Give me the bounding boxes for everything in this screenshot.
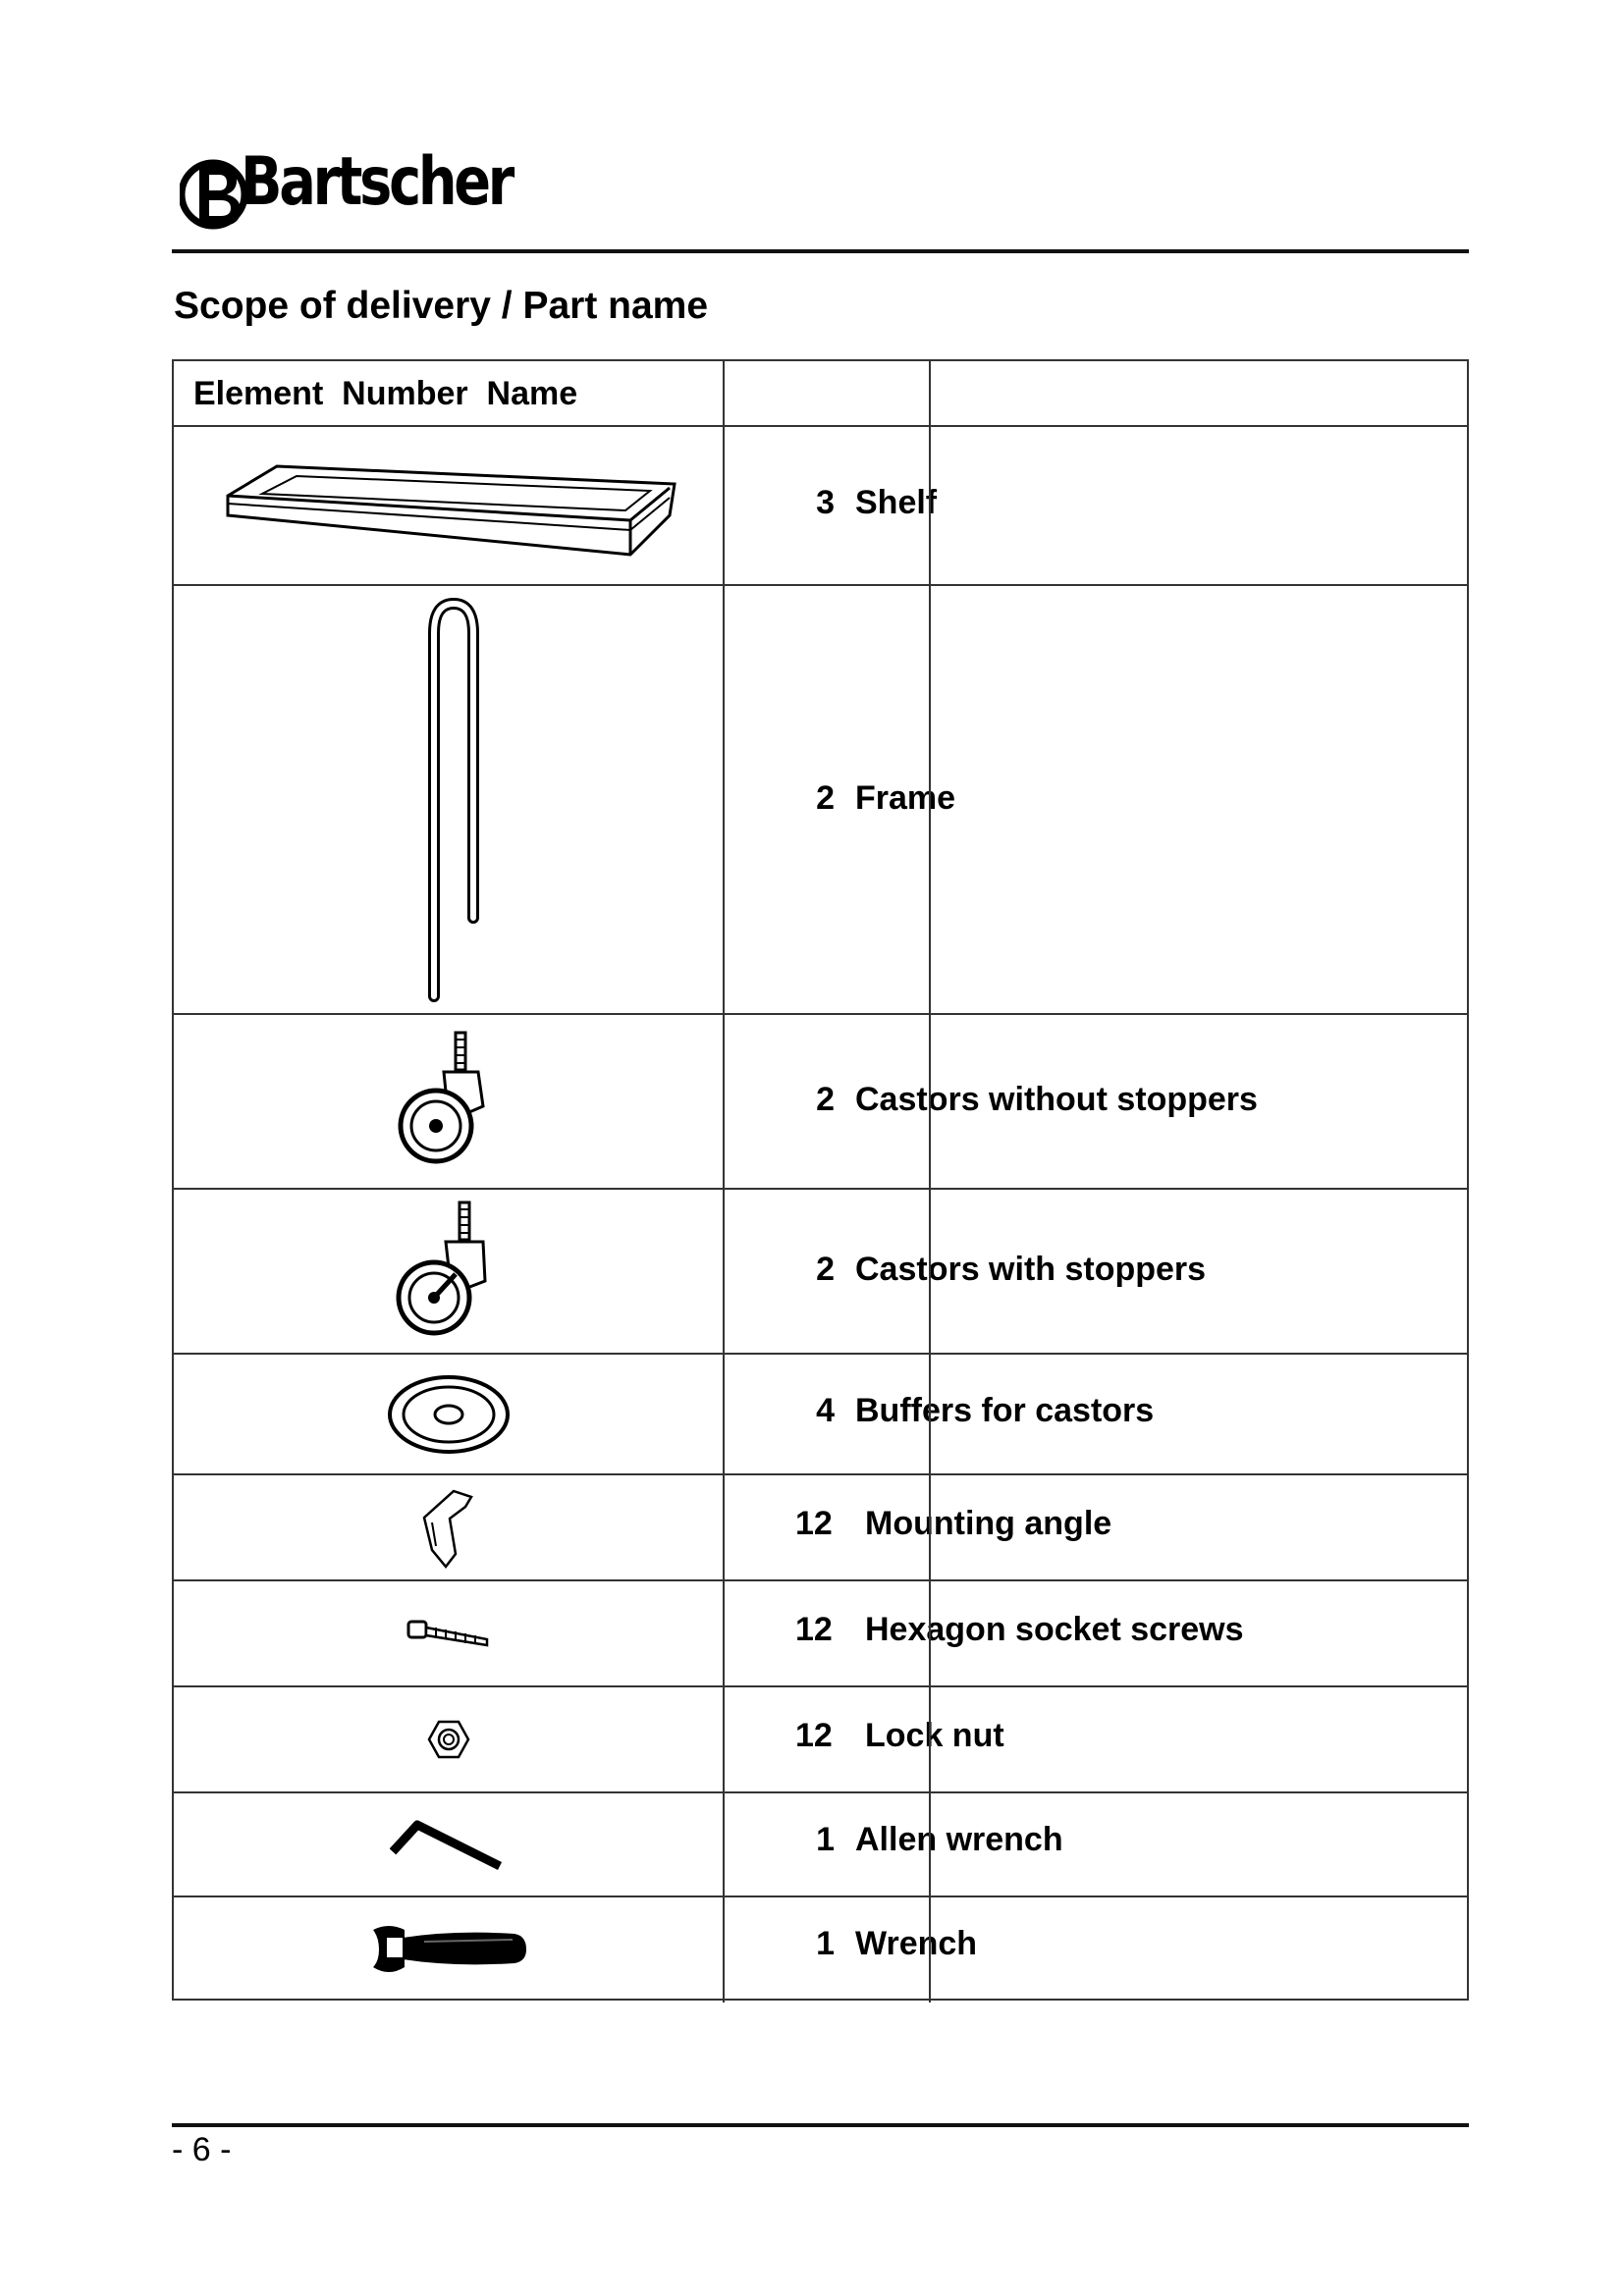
column-divider: [929, 1475, 931, 1579]
part-quantity: 3: [816, 484, 835, 521]
mounting-angle-icon: [414, 1483, 483, 1572]
column-divider: [723, 1581, 725, 1685]
column-divider: [929, 1687, 931, 1791]
header-rule: [172, 249, 1469, 253]
column-divider: [929, 1581, 931, 1685]
part-quantity: 4: [816, 1392, 835, 1429]
allen-wrench-icon: [390, 1815, 508, 1874]
part-name: Hexagon socket screws: [865, 1611, 1244, 1648]
column-divider: [723, 1793, 725, 1896]
part-name: Allen wrench: [855, 1821, 1063, 1858]
part-quantity: 2: [816, 1081, 835, 1118]
part-quantity: 12: [795, 1505, 833, 1542]
table-row: [174, 1355, 1467, 1475]
logo-mark-icon: [180, 147, 248, 241]
column-divider: [723, 1897, 725, 2002]
table-row: [174, 1897, 1467, 2002]
parts-table: [172, 359, 1469, 2001]
column-divider: [929, 427, 931, 584]
part-name: Castors without stoppers: [855, 1081, 1258, 1118]
table-row: [174, 427, 1467, 586]
part-quantity: 12: [795, 1717, 833, 1754]
lock-nut-icon: [427, 1718, 470, 1761]
column-divider: [723, 586, 725, 1013]
table-row: [174, 1581, 1467, 1687]
part-quantity: 2: [816, 1251, 835, 1288]
frame-icon: [414, 594, 483, 1006]
table-row: [174, 1793, 1467, 1897]
column-divider: [929, 1355, 931, 1473]
table-header-row: [174, 361, 1467, 427]
column-divider: [723, 1190, 725, 1353]
table-row: [174, 1475, 1467, 1581]
brand-logo: [180, 143, 513, 245]
column-divider: [723, 1355, 725, 1473]
part-name: Castors with stoppers: [855, 1251, 1207, 1288]
column-divider: [929, 1015, 931, 1188]
part-name: Frame: [855, 779, 956, 817]
footer-rule: [172, 2123, 1469, 2127]
page-number: - 6 -: [172, 2131, 232, 2168]
part-quantity: 12: [795, 1611, 833, 1648]
column-divider: [723, 1475, 725, 1579]
wrench-icon: [365, 1916, 532, 1985]
column-divider: [723, 427, 725, 584]
part-name: Buffers for castors: [855, 1392, 1155, 1429]
part-name: Mounting angle: [865, 1505, 1112, 1542]
brand-name: Bartscher: [241, 143, 513, 221]
table-header-label: Element Number Name: [193, 375, 578, 412]
part-quantity: 1: [816, 1821, 835, 1858]
castor-stopper-icon: [395, 1198, 503, 1345]
column-divider: [929, 361, 931, 425]
column-divider: [723, 1687, 725, 1791]
table-row: [174, 1015, 1467, 1190]
part-name: Lock nut: [865, 1717, 1004, 1754]
column-divider: [723, 1015, 725, 1188]
table-row: [174, 1687, 1467, 1793]
part-quantity: 1: [816, 1925, 835, 1962]
column-divider: [929, 1190, 931, 1353]
column-divider: [929, 1793, 931, 1896]
part-name: Wrench: [855, 1925, 978, 1962]
part-name: Shelf: [855, 484, 938, 521]
castor-icon: [395, 1028, 503, 1175]
column-divider: [723, 361, 725, 425]
page-title: Scope of delivery / Part name: [174, 285, 709, 327]
buffer-icon: [385, 1370, 513, 1459]
table-row: [174, 1190, 1467, 1355]
column-divider: [929, 1897, 931, 2002]
part-quantity: 2: [816, 779, 835, 817]
column-divider: [929, 586, 931, 1013]
table-row: [174, 586, 1467, 1015]
screw-icon: [405, 1614, 493, 1653]
shelf-icon: [218, 447, 679, 564]
